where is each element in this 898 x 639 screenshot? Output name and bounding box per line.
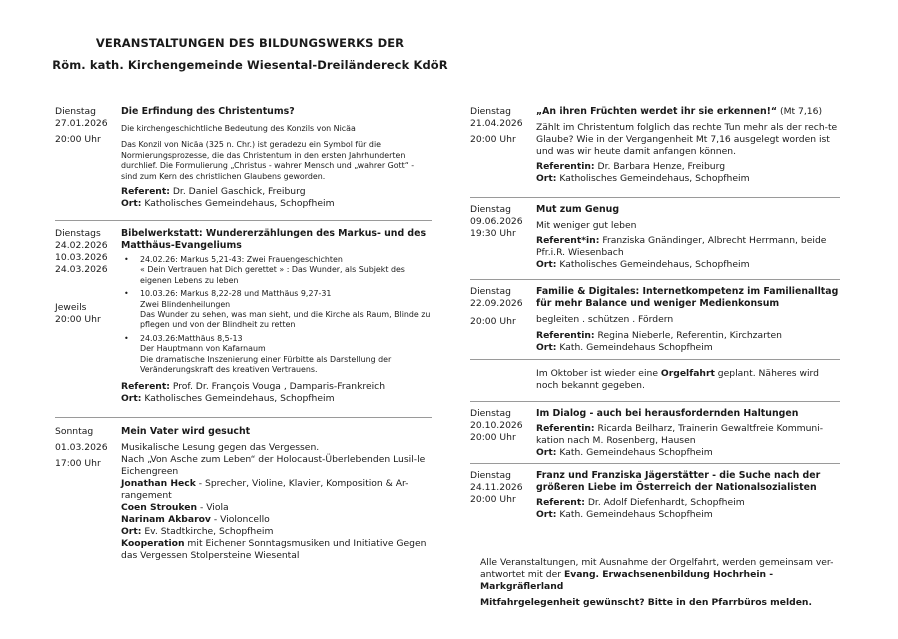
event-body xyxy=(536,106,840,197)
event-date: Dienstag 09.06.2026 19:30 Uhr xyxy=(470,204,523,239)
footer-note: Alle Veranstaltungen, mit Ausnahme der Orgelfahrt, werden gemeinsam ver-antwortet mit der Evang. Erwachsenenbildung Hochrhein - Markgräflerland xyxy=(480,557,834,592)
event-date: Dienstags 24.02.2026 10.03.2026 24.03.2026 Jeweils 20:00 Uhr xyxy=(55,228,108,325)
event-location: Ort: Kath. Gemeindehaus Schopfheim xyxy=(536,509,713,520)
event-referent: Referentin: Regina Nieberle, Referentin, Kirchzarten xyxy=(536,330,782,341)
event-location: Ort: Katholisches Gemeindehaus, Schopfheim xyxy=(536,173,750,184)
event-erfindung xyxy=(55,100,432,221)
event-description: Das Konzil von Nicäa (325 n. Chr.) ist geradezu ein Symbol für die Normierungsprozesse, die das Christentum in den ersten Jahrhunderten durchlief. Die Formulierung „Christus - wahrer Mensch und „wahrer Gott“ - sind zum Kern des christlichen Glaubens geworden. xyxy=(121,140,415,181)
event-title: Im Dialog - auch bei herausfordernden Haltungen xyxy=(536,408,799,419)
event-location: Ort: Katholisches Gemeindehaus, Schopfheim xyxy=(121,198,335,210)
event-title: Familie & Digitales: Internetkompetenz im Familienalltag für mehr Balance und weniger Medienkonsum xyxy=(536,286,839,309)
event-location: Ort: Kath. Gemeindehaus Schopfheim xyxy=(536,342,713,353)
event-description: Im Oktober ist wieder eine Orgelfahrt geplant. Näheres wird noch bekannt gegeben. xyxy=(536,368,819,391)
event-title: Mein Vater wird gesucht xyxy=(121,426,251,437)
event-location: Ort: Kath. Gemeindehaus Schopfheim xyxy=(536,447,713,458)
event-referent: Referent*in: Franziska Gnändinger, Albrecht Herrmann, beide Pfr.i.R. Wiesenbach xyxy=(536,235,827,258)
event-date: Dienstag 21.04.2026 20:00 Uhr xyxy=(470,106,523,145)
event-title: Franz und Franziska Jägerstätter - die Suche nach der größeren Liebe im Österreich der Nationalsozialisten xyxy=(536,470,821,493)
event-location: Ort: Ev. Stadtkirche, Schopfheim xyxy=(121,526,274,537)
event-body xyxy=(536,470,840,530)
left-column xyxy=(55,100,432,562)
event-body xyxy=(536,286,840,359)
event-body xyxy=(121,228,432,417)
event-date: Dienstag 27.01.2026 20:00 Uhr xyxy=(55,106,108,145)
carpool-note: Mitfahrgelegenheit gewünscht? Bitte in den Pfarrbüros melden. xyxy=(480,597,812,608)
event-sessions-list xyxy=(124,255,432,375)
event-subtitle: Die kirchengeschichtliche Bedeutung des Konzils von Nicäa xyxy=(121,124,356,133)
event-familie-digitales xyxy=(470,280,840,360)
event-date: Dienstag 20.10.2026 20:00 Uhr xyxy=(470,408,523,443)
event-jaegerstaetter xyxy=(470,464,840,530)
list-item: • 10.03.26: Markus 8,22-28 und Matthäus 9,27-31 Zwei Blindenheilungen Das Wunder zu sehen, was man sieht, und die Kirche als Raum, Blinde zu pflegen und von der Blindheit zu retten xyxy=(124,289,432,331)
event-im-dialog xyxy=(470,402,840,464)
event-referent: Referent: Dr. Daniel Gaschick, Freiburg xyxy=(121,186,306,198)
performer: Narinam Akbarov - Violoncello xyxy=(121,514,270,525)
event-date: Dienstag 22.09.2026 20:00 Uhr xyxy=(470,286,523,327)
event-body xyxy=(536,204,840,279)
event-subtitle: begleiten . schützen . Fördern xyxy=(536,314,674,325)
event-mein-vater xyxy=(55,418,432,562)
event-date: Sonntag 01.03.2026 17:00 Uhr xyxy=(55,426,108,469)
page-subtitle: Röm. kath. Kirchengemeinde Wiesental-Dreiländereck KdöR xyxy=(52,58,448,72)
event-referent: Referentin: Ricarda Beilharz, Trainerin Gewaltfreie Kommuni-kation nach M. Rosenberg, Hausen xyxy=(536,423,824,446)
event-referent: Referent: Prof. Dr. François Vouga , Damparis-Frankreich xyxy=(121,381,386,393)
event-title: „An ihren Früchten werdet ihr sie erkennen!“ (Mt 7,16) xyxy=(536,106,823,117)
event-orgelfahrt xyxy=(470,360,840,402)
event-date: Dienstag 24.11.2026 20:00 Uhr xyxy=(470,470,523,505)
event-description: Zählt im Christentum folglich das rechte Tun mehr als der rech-te Glaube? Wie in der Vergangenheit Mt 7,16 ausgelegt worden ist und was wir heute damit anfangen können. xyxy=(536,122,838,157)
event-bibelwerkstatt xyxy=(55,221,432,418)
page-title: VERANSTALTUNGEN DES BILDUNGSWERKS DER xyxy=(95,36,405,50)
event-title: Die Erfindung des Christentums? xyxy=(121,106,295,117)
event-body xyxy=(121,106,432,220)
event-referent: Referentin: Dr. Barbara Henze, Freiburg xyxy=(536,161,726,172)
event-title: Bibelwerkstatt: Wundererzählungen des Markus- und des Matthäus-Evangeliums xyxy=(121,228,427,251)
event-cooperation: Kooperation mit Eichener Sonntagsmusiken und Initiative Gegen das Vergessen Stolpersteine Wiesental xyxy=(121,538,427,561)
performer: Jonathan Heck - Sprecher, Violine, Klavier, Komposition & Ar-rangement xyxy=(121,478,409,501)
event-body: Mein Vater wird gesucht Musikalische Lesung gegen das Vergessen. Nach „Von Asche zum Leben“ der Holocaust-Überlebenden Lusil-le Eichengreen Jonathan Heck - Sprecher, Violine, Klavier, Komposition & Ar-rangement Coen Strouken - Viola Narinam Akbarov - Violoncello Ort: Ev. Stadtkirche, Schopfheim Kooperation mit Eichener Sonntagsmusiken und Initiative Gegen das Vergessen Stolpersteine Wiesental xyxy=(121,426,432,562)
event-mut-zum-genug xyxy=(470,198,840,280)
event-location: Ort: Katholisches Gemeindehaus, Schopfheim xyxy=(536,259,750,270)
event-referent: Referent: Dr. Adolf Diefenhardt, Schopfheim xyxy=(536,497,745,508)
event-body xyxy=(536,368,840,401)
event-body xyxy=(536,408,840,463)
performer: Coen Strouken - Viola xyxy=(121,502,229,513)
event-fruechte xyxy=(470,100,840,198)
event-title: Mut zum Genug xyxy=(536,204,620,215)
event-location: Ort: Katholisches Gemeindehaus, Schopfheim xyxy=(121,393,335,405)
list-item: • 24.02.26: Markus 5,21-43: Zwei Frauengeschichten « Dein Vertrauen hat Dich gerettet » : Das Wunder, als Subjekt des eigenen Lebens zu leben xyxy=(124,255,432,286)
list-item: • 24.03.26:Matthäus 8,5-13 Der Hauptmann von Kafarnaum Die dramatische Inszenierung einer Fürbitte als Darstellung der Veränderungskraft des kreativen Vertrauens. xyxy=(124,334,432,376)
event-subtitle: Mit weniger gut leben xyxy=(536,220,637,231)
right-column xyxy=(470,100,840,530)
